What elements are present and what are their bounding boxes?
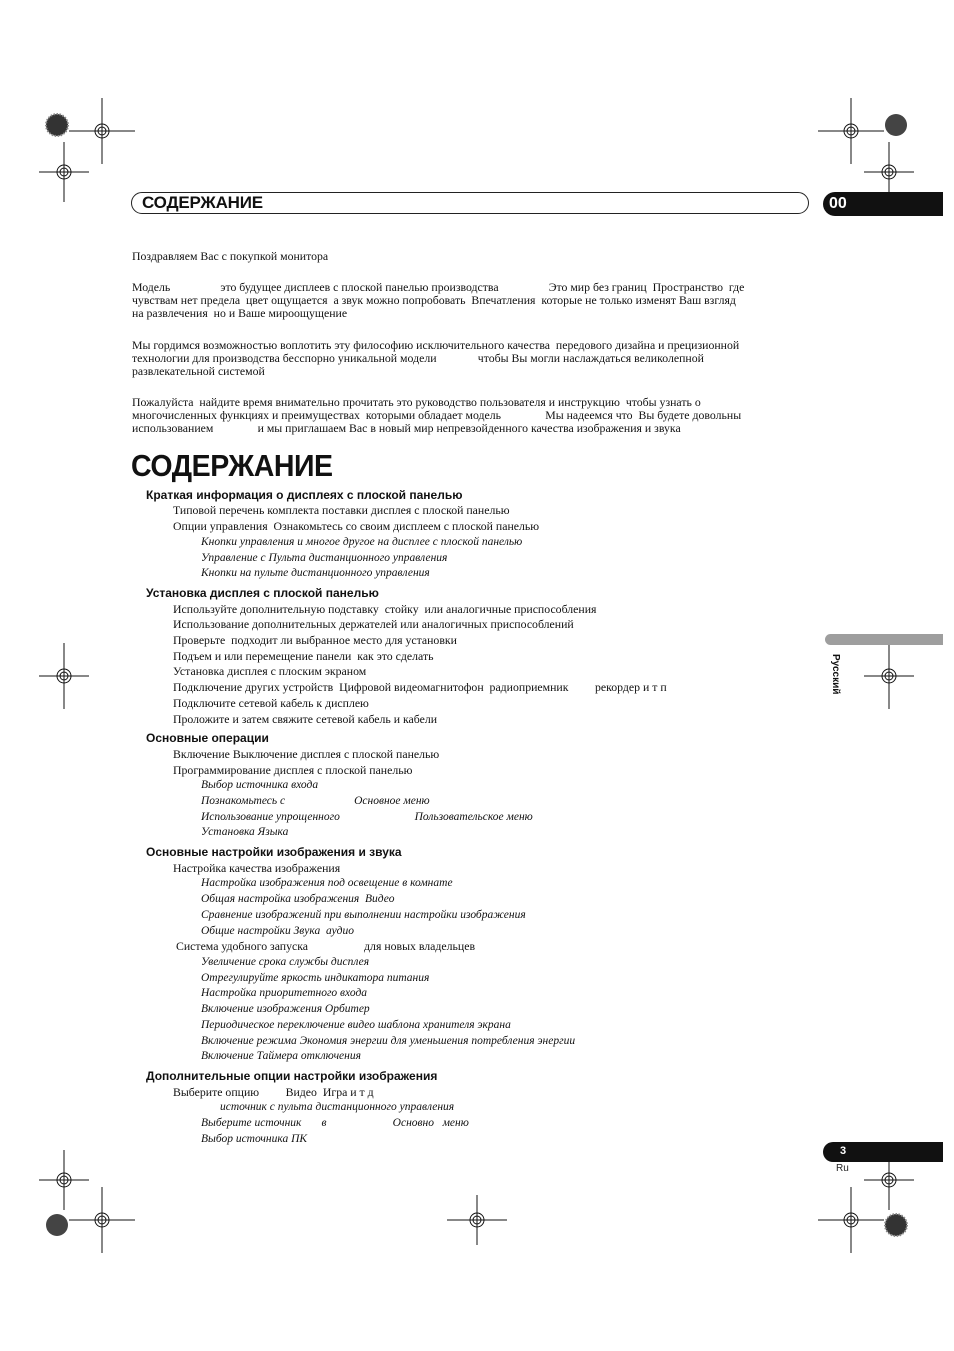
toc-subitem[interactable]: Общие настройки Звука аудио bbox=[201, 925, 354, 937]
intro-line: развлекательной системой bbox=[132, 364, 265, 378]
toc-subitem[interactable]: Выбор источника входа bbox=[201, 779, 319, 791]
toc-item[interactable]: Система удобного запуска для новых владельцев bbox=[176, 939, 476, 953]
intro-line: чувствам нет предела цвет ощущается а звук можно попробовать Впечатления которые не только изменят Ваш взгляд bbox=[132, 293, 736, 307]
toc-item[interactable]: Опции управления Ознакомьтесь со своим дисплеем с плоской панелью bbox=[173, 519, 540, 533]
intro-line: многочисленных функциях и преимуществах которыми обладает модель Мы надеемся что Вы будете довольны bbox=[132, 408, 742, 422]
toc-item[interactable]: Типовой перечень комплекта поставки дисплея с плоской панелью bbox=[173, 503, 510, 517]
toc-item[interactable]: Проверьте подходит ли выбранное место для установки bbox=[173, 633, 457, 647]
toc-subitem[interactable]: Включение Таймера отключения bbox=[201, 1050, 361, 1062]
toc-item[interactable]: Подключите сетевой кабель к дисплею bbox=[173, 696, 369, 710]
chapter-number: 00 bbox=[829, 195, 847, 212]
crosshair-icon bbox=[39, 142, 89, 202]
toc-section-title[interactable]: Основные операции bbox=[146, 731, 269, 745]
intro-line: Мы гордимся возможностью воплотить эту философию исключительного качества передового дизайна и прецизионной bbox=[132, 338, 740, 352]
toc-subitem[interactable]: Настройка приоритетного входа bbox=[201, 987, 368, 999]
toc-subitem[interactable]: Отрегулируйте яркость индикатора питания bbox=[201, 972, 430, 984]
intro-line: Поздравляем Вас с покупкой монитора bbox=[132, 249, 329, 263]
toc-section-title[interactable]: Основные настройки изображения и звука bbox=[146, 845, 402, 859]
toc-heading: СОДЕРЖАНИЕ bbox=[131, 448, 333, 483]
toc-subitem[interactable]: Познакомьтесь с Основное меню bbox=[201, 795, 430, 807]
toc-section-title[interactable]: Дополнительные опции настройки изображения bbox=[146, 1069, 438, 1083]
language-label-text: Русский bbox=[830, 654, 841, 695]
intro-line: на развлечения но и Ваше мироощущение bbox=[132, 306, 348, 320]
crosshair-icon bbox=[39, 643, 89, 709]
toc-subitem[interactable]: Использование упрощенного Пользовательское меню bbox=[201, 811, 533, 823]
crosshair-icon bbox=[447, 1195, 507, 1245]
toc-subitem[interactable]: Управление с Пульта дистанционного управления bbox=[201, 552, 448, 564]
page-number: 3 bbox=[840, 1145, 847, 1157]
page-title: СОДЕРЖАНИЕ bbox=[142, 193, 263, 212]
toc-subitem[interactable]: Включение изображения Орбитер bbox=[201, 1003, 370, 1015]
intro-line: использованием и мы приглашаем Вас в новый мир непревзойденного качества изображения и звука bbox=[132, 421, 681, 435]
toc-subitem[interactable]: Кнопки управления и многое другое на дисплее с плоской панелью bbox=[201, 536, 523, 548]
page-language-code: Ru bbox=[836, 1163, 849, 1174]
toc-item[interactable]: Настройка качества изображения bbox=[173, 861, 341, 875]
toc-item[interactable]: Использование дополнительных держателей или аналогичных приспособлений bbox=[173, 617, 574, 631]
crosshair-icon bbox=[69, 98, 135, 164]
crosshair-icon bbox=[864, 643, 914, 709]
toc-subitem[interactable]: Выберите источник в Основно меню bbox=[201, 1117, 469, 1129]
intro-line: Модель это будущее дисплеев с плоской панелью производства Это мир без границ Пространство где bbox=[132, 280, 745, 294]
toc-item[interactable]: Подключение других устройств Цифровой видеомагнитофон радиоприемник рекордер и т п bbox=[173, 680, 667, 694]
toc-item[interactable]: Выберите опцию Видео Игра и т д bbox=[173, 1085, 374, 1099]
language-label bbox=[823, 650, 843, 710]
toc-item[interactable]: Проложите и затем свяжите сетевой кабель и кабели bbox=[173, 712, 438, 726]
language-tab bbox=[825, 634, 943, 645]
toc-subitem[interactable]: Настройка изображения под освещение в комнате bbox=[201, 877, 453, 889]
intro-line: технологии для производства бесспорно уникальной модели чтобы Вы могли наслаждаться великолепной bbox=[132, 351, 704, 365]
crosshair-icon bbox=[39, 1150, 89, 1210]
toc-item[interactable]: Включение Выключение дисплея с плоской панелью bbox=[173, 747, 440, 761]
toc-subitem[interactable]: Увеличение срока службы дисплея bbox=[201, 956, 370, 968]
toc-item[interactable]: Программирование дисплея с плоской панелью bbox=[173, 763, 413, 777]
toc-subitem[interactable]: Общая настройка изображения Видео bbox=[201, 893, 395, 905]
toc-subitem[interactable]: источник с пульта дистанционного управления bbox=[220, 1101, 455, 1113]
toc-subitem[interactable]: Кнопки на пульте дистанционного управления bbox=[201, 567, 430, 579]
crosshair-icon bbox=[818, 1187, 884, 1253]
toc-subitem[interactable]: Периодическое переключение видео шаблона хранителя экрана bbox=[201, 1019, 511, 1031]
toc-section-title[interactable]: Краткая информация о дисплеях с плоской панелью bbox=[146, 488, 463, 502]
toc-subitem[interactable]: Установка Языка bbox=[201, 826, 289, 838]
toc-item[interactable]: Подъем и или перемещение панели как это сделать bbox=[173, 649, 434, 663]
intro-line: Пожалуйста найдите время внимательно прочитать это руководство пользователя и инструкцию чтобы узнать о bbox=[132, 395, 701, 409]
toc-item[interactable]: Установка дисплея с плоским экраном bbox=[173, 664, 367, 678]
toc-subitem[interactable]: Включение режима Экономия энергии для уменьшения потребления энергии bbox=[201, 1035, 576, 1047]
crosshair-icon bbox=[818, 98, 884, 164]
crosshair-icon bbox=[69, 1187, 135, 1253]
toc-subitem[interactable]: Сравнение изображений при выполнении настройки изображения bbox=[201, 909, 526, 921]
toc-item[interactable]: Используйте дополнительную подставку стойку или аналогичные приспособления bbox=[173, 602, 597, 616]
toc-section-title[interactable]: Установка дисплея с плоской панелью bbox=[146, 586, 379, 600]
toc-subitem[interactable]: Выбор источника ПК bbox=[201, 1133, 308, 1145]
